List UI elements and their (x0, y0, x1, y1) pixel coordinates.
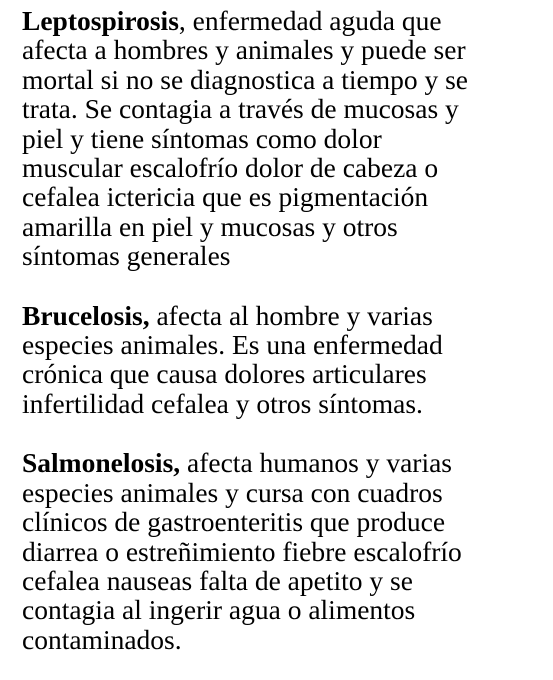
text-line (22, 448, 539, 477)
text-line: especies animales. Es una enfermedad (22, 329, 443, 361)
text-line (22, 6, 539, 35)
text-line: síntomas generales (22, 240, 231, 272)
text-segment: afecta humanos y varias (180, 447, 452, 479)
text-segment: afecta al hombre y varias (149, 299, 433, 331)
disease-term: Brucelosis, (22, 299, 150, 331)
disease-term: Salmonelosis, (22, 447, 181, 479)
text-segment: , enfermedad aguda que (178, 5, 442, 36)
text-line: contaminados. (22, 623, 182, 655)
text-line: contagia al ingerir agua o alimentos (22, 594, 416, 626)
text-line: cefalea ictericia que es pigmentación (22, 181, 429, 213)
disease-term: Leptospirosis (22, 5, 179, 36)
paragraph-spacer (22, 418, 539, 448)
text-line: mortal si no se diagnostica a tiempo y se (22, 63, 469, 95)
text-line: crónica que causa dolores articulares (22, 358, 427, 390)
paragraph-brucelosis (22, 301, 539, 419)
text-line: clínicos de gastroenteritis que produce (22, 506, 446, 538)
text-line (22, 301, 539, 330)
paragraph-spacer (22, 271, 539, 301)
paragraph-salmonelosis (22, 448, 539, 654)
paragraph-leptospirosis (22, 6, 539, 271)
text-line: afecta a hombres y animales y puede ser (22, 34, 466, 66)
text-line: diarrea o estreñimiento fiebre escalofrío (22, 535, 462, 567)
text-line: amarilla en piel y mucosas y otros (22, 210, 398, 242)
text-line: cefalea nauseas falta de apetito y se (22, 564, 413, 596)
text-line: trata. Se contagia a través de mucosas y (22, 93, 459, 125)
text-line: infertilidad cefalea y otros síntomas. (22, 387, 423, 419)
text-line: muscular escalofrío dolor de cabeza o (22, 152, 439, 184)
text-line: piel y tiene síntomas como dolor (22, 122, 382, 154)
text-line: especies animales y cursa con cuadros (22, 476, 443, 508)
